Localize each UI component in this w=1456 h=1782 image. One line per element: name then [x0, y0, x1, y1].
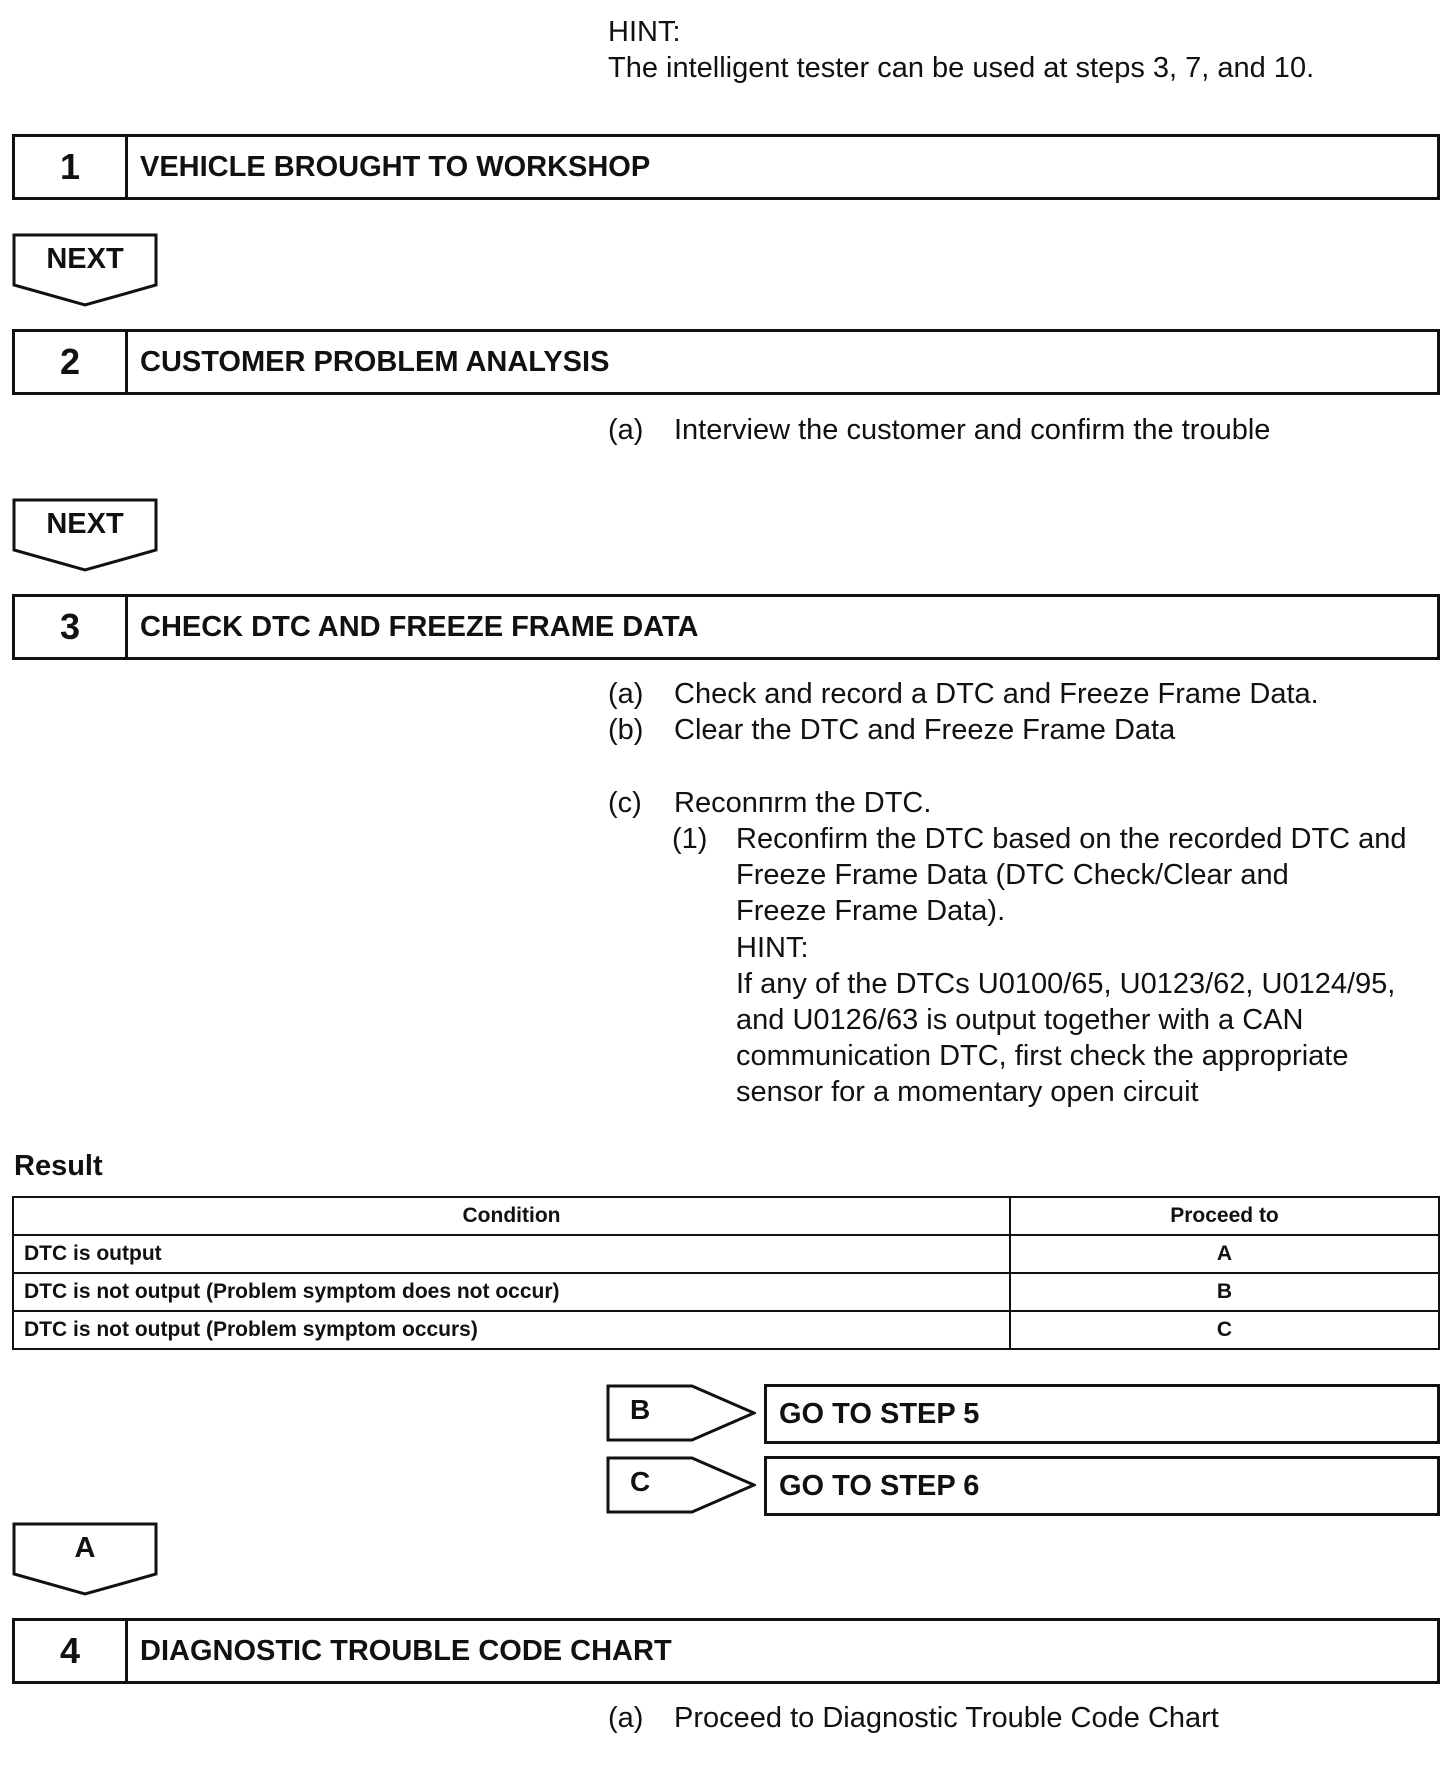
- item-text: Reconпrm the DTC.: [674, 787, 932, 819]
- item-text: Clear the DTC and Freeze Frame Data: [674, 714, 1176, 746]
- item-label: (b): [608, 714, 644, 746]
- step-3-item-c: [608, 785, 1448, 821]
- step-3-header: [12, 594, 1440, 660]
- step-title: DIAGNOSTIC TROUBLE CODE CHART: [140, 1634, 672, 1667]
- result-heading: Result: [14, 1150, 103, 1182]
- item-label: (a): [608, 414, 644, 446]
- hint-label: HINT:: [608, 16, 681, 48]
- condition-cell: DTC is output: [13, 1235, 1010, 1273]
- next-label: NEXT: [46, 243, 124, 275]
- branch-b-arrow: [606, 1384, 756, 1442]
- step-3-hint-line: and U0126/63 is output together with a CAN: [736, 1004, 1304, 1036]
- step-number: 4: [15, 1621, 128, 1681]
- step-2-item-a: [608, 412, 1408, 448]
- branch-letter: C: [630, 1466, 651, 1497]
- step-3-hint-line: sensor for a momentary open circuit: [736, 1076, 1199, 1108]
- step-3-hint-line: communication DTC, first check the appropriate: [736, 1040, 1349, 1072]
- column-header: Proceed to: [1010, 1197, 1439, 1235]
- step-3-item-a: [608, 676, 1448, 712]
- branch-letter: B: [630, 1394, 651, 1425]
- item-text: Check and record a DTC and Freeze Frame Data.: [674, 678, 1319, 710]
- step-4-item-a: [608, 1700, 1408, 1736]
- step-1-header: [12, 134, 1440, 200]
- go-to-step-5-box: GO TO STEP 5: [764, 1384, 1440, 1444]
- result-table: [12, 1196, 1440, 1350]
- next-badge: [12, 233, 158, 307]
- next-label: NEXT: [46, 508, 124, 540]
- table-row: [13, 1311, 1439, 1349]
- item-label: (a): [608, 678, 644, 710]
- step-title: CHECK DTC AND FREEZE FRAME DATA: [140, 610, 699, 643]
- item-label: (c): [608, 787, 642, 819]
- proceed-cell: B: [1010, 1273, 1439, 1311]
- branch-arrow-shape: [606, 1384, 756, 1442]
- step-3-hint-line: If any of the DTCs U0100/65, U0123/62, U0124/95,: [736, 968, 1396, 1000]
- step-3-sub-1-line: Freeze Frame Data (DTC Check/Clear and: [736, 859, 1289, 891]
- item-label: (a): [608, 1702, 644, 1734]
- a-badge: [12, 1522, 158, 1596]
- step-2-header: [12, 329, 1440, 395]
- item-text: Proceed to Diagnostic Trouble Code Chart: [674, 1702, 1219, 1734]
- step-number: 3: [15, 597, 128, 657]
- step-3-hint-label: HINT:: [736, 932, 809, 964]
- column-header: Condition: [13, 1197, 1010, 1235]
- table-row: [13, 1235, 1439, 1273]
- step-number: 1: [15, 137, 128, 197]
- table-row: [13, 1273, 1439, 1311]
- branch-c-arrow: [606, 1456, 756, 1514]
- step-4-header: [12, 1618, 1440, 1684]
- condition-cell: DTC is not output (Problem symptom occurs): [13, 1311, 1010, 1349]
- proceed-cell: C: [1010, 1311, 1439, 1349]
- condition-cell: DTC is not output (Problem symptom does not occur): [13, 1273, 1010, 1311]
- step-3-item-b: [608, 712, 1448, 748]
- hint-text: The intelligent tester can be used at steps 3, 7, and 10.: [608, 52, 1315, 84]
- a-label: A: [74, 1532, 96, 1564]
- step-title: CUSTOMER PROBLEM ANALYSIS: [140, 345, 610, 378]
- step-number: 2: [15, 332, 128, 392]
- step-3-sub-1-label: (1): [672, 823, 708, 855]
- step-title: VEHICLE BROUGHT TO WORKSHOP: [140, 150, 651, 183]
- go-to-step-6-box: GO TO STEP 6: [764, 1456, 1440, 1516]
- table-header-row: [13, 1197, 1439, 1235]
- proceed-cell: A: [1010, 1235, 1439, 1273]
- item-text: Interview the customer and confirm the trouble: [674, 414, 1271, 446]
- next-badge: [12, 498, 158, 572]
- branch-arrow-shape: [606, 1456, 756, 1514]
- step-3-sub-1-line: Freeze Frame Data).: [736, 895, 1006, 927]
- step-3-sub-1-line: Reconfirm the DTC based on the recorded DTC and: [736, 823, 1407, 855]
